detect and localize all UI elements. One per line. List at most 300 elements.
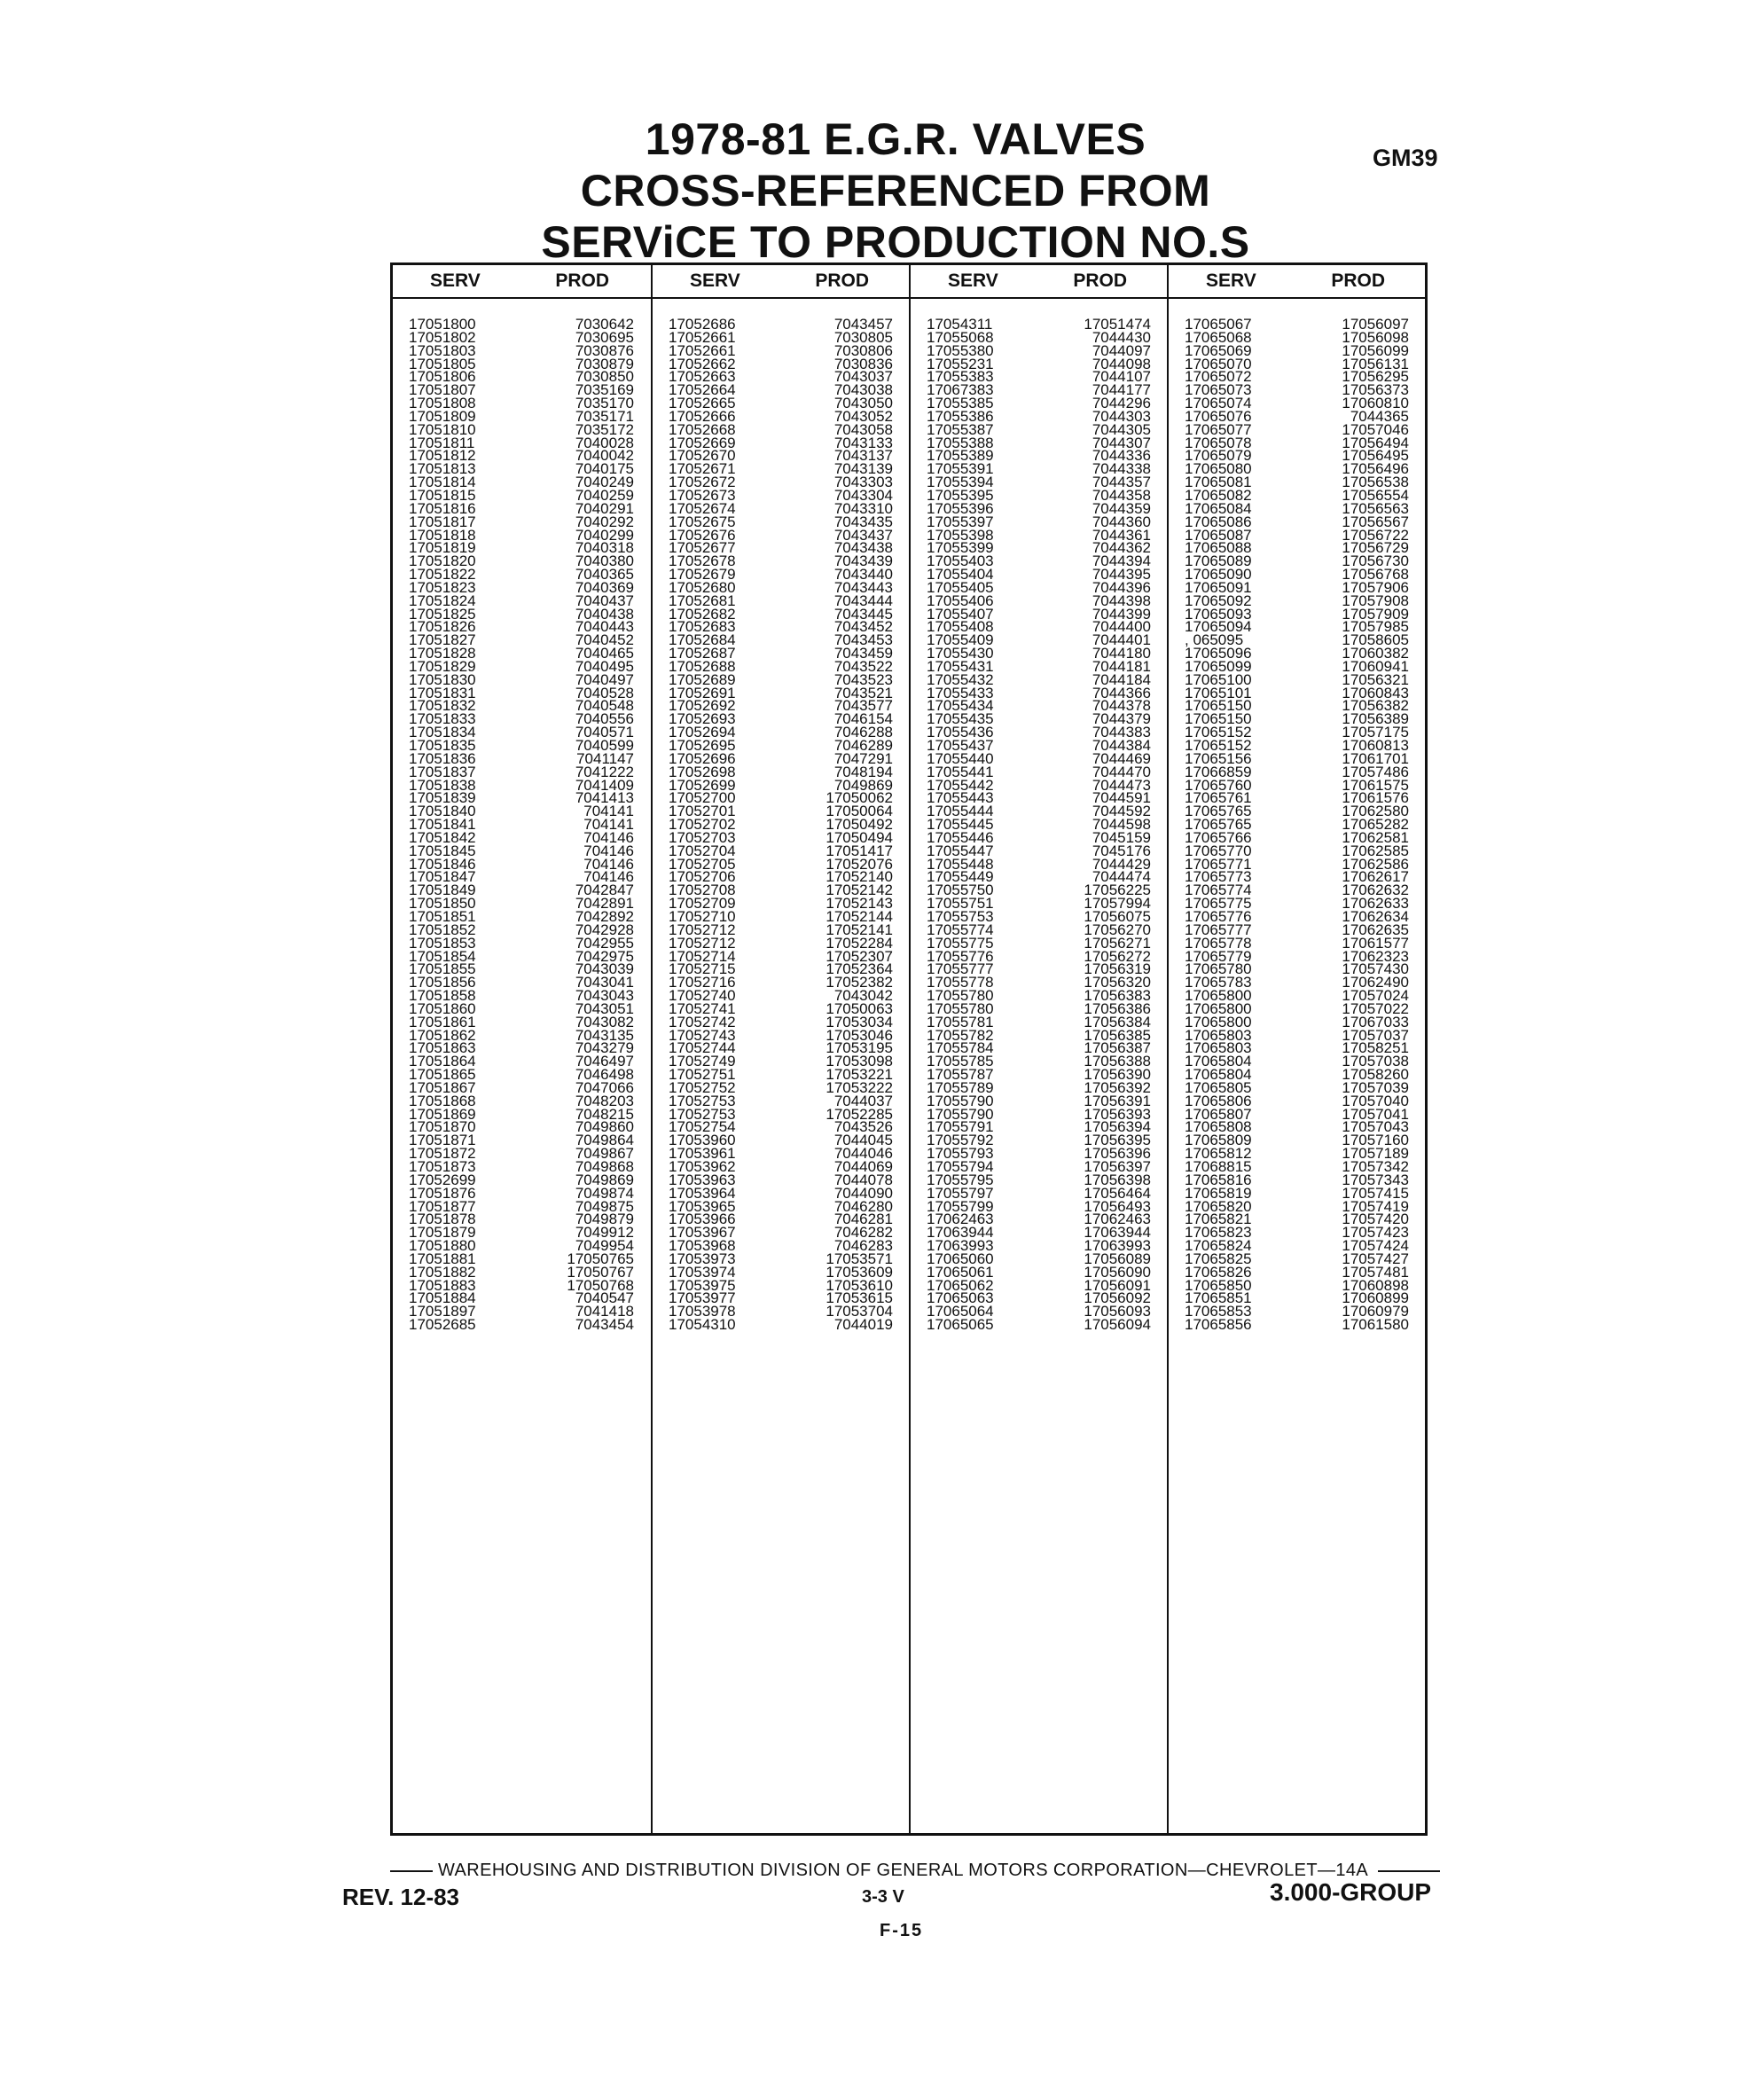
serv-number: 17055387 xyxy=(927,420,994,438)
serv-number: 17052670 xyxy=(669,447,736,465)
prod-header: PROD xyxy=(1073,270,1127,291)
prod-number: 7043137 xyxy=(833,447,893,465)
serv-number: 17065800 xyxy=(1185,987,1252,1005)
prod-number: 17057189 xyxy=(1342,1145,1409,1163)
serv-number: 17051870 xyxy=(409,1118,476,1136)
serv-number: 17052673 xyxy=(669,486,736,504)
prod-number: 17050765 xyxy=(567,1250,634,1267)
serv-number: 17051856 xyxy=(409,974,476,991)
serv-number: 17065099 xyxy=(1185,657,1252,675)
serv-number: 17051817 xyxy=(409,513,476,530)
serv-number: 17052702 xyxy=(669,816,736,834)
serv-number: 17065091 xyxy=(1185,578,1252,596)
prod-number: 7044361 xyxy=(1092,526,1151,544)
group-label: 3.000-GROUP xyxy=(1270,1878,1432,1906)
serv-number: 17051881 xyxy=(409,1250,476,1267)
prod-number: 17056495 xyxy=(1342,447,1409,465)
serv-number: 17055405 xyxy=(927,578,994,596)
serv-number: 17051838 xyxy=(409,776,476,794)
serv-number: 17051880 xyxy=(409,1237,476,1255)
serv-number: 17055389 xyxy=(927,447,994,465)
prod-number: 7043454 xyxy=(575,1316,634,1334)
prod-number: 17056384 xyxy=(1084,1013,1151,1030)
serv-number: 17055383 xyxy=(927,368,994,386)
prod-number: 7040452 xyxy=(575,631,634,649)
serv-number: 17053974 xyxy=(669,1263,736,1281)
serv-number: 17052706 xyxy=(669,868,736,886)
prod-number: 7042955 xyxy=(575,934,634,952)
serv-number: 17055434 xyxy=(927,697,994,715)
prod-number: 17057039 xyxy=(1342,1078,1409,1096)
prod-number: 7042892 xyxy=(575,907,634,925)
serv-number: 17053967 xyxy=(669,1224,736,1242)
prod-number: 7040380 xyxy=(575,552,634,570)
prod-number: 7044097 xyxy=(1092,341,1151,359)
prod-number: 17058605 xyxy=(1342,631,1409,649)
serv-number: 17051806 xyxy=(409,368,476,386)
table-row xyxy=(653,1316,909,1334)
prod-number: 17057985 xyxy=(1342,618,1409,636)
prod-number: 17050064 xyxy=(826,803,893,820)
prod-number: 17060813 xyxy=(1342,737,1409,754)
serv-number: 17055394 xyxy=(927,474,994,491)
serv-number: 17055441 xyxy=(927,763,994,780)
serv-number: 17052677 xyxy=(669,539,736,557)
prod-number: 17056768 xyxy=(1342,566,1409,584)
prod-number: 7043459 xyxy=(833,645,893,662)
prod-number: 17057906 xyxy=(1342,578,1409,596)
prod-number: 17056295 xyxy=(1342,368,1409,386)
serv-number: 17051861 xyxy=(409,1013,476,1030)
serv-number: 17051802 xyxy=(409,328,476,346)
prod-number: 7043039 xyxy=(575,960,634,978)
serv-number: 17055753 xyxy=(927,907,994,925)
serv-number: 17052672 xyxy=(669,474,736,491)
serv-number: 17051862 xyxy=(409,1026,476,1044)
prod-number: 17056131 xyxy=(1342,355,1409,372)
serv-number: 17055435 xyxy=(927,710,994,728)
serv-number: 17051807 xyxy=(409,381,476,399)
prod-number: 7046283 xyxy=(833,1237,893,1255)
serv-number: 17055231 xyxy=(927,355,994,372)
serv-number: 17051853 xyxy=(409,934,476,952)
serv-number: 17065152 xyxy=(1185,737,1252,754)
serv-number: 17053975 xyxy=(669,1276,736,1294)
prod-number: 7040365 xyxy=(575,566,634,584)
prod-number: 17056321 xyxy=(1342,670,1409,688)
prod-number: 17057160 xyxy=(1342,1132,1409,1149)
serv-number: 17065096 xyxy=(1185,645,1252,662)
table-row xyxy=(393,1316,651,1334)
prod-number: 7043058 xyxy=(833,420,893,438)
serv-number: 17065152 xyxy=(1185,724,1252,741)
serv-number: 17065064 xyxy=(927,1303,994,1320)
serv-number: 17051865 xyxy=(409,1066,476,1084)
column-body xyxy=(1169,299,1425,1332)
serv-number: 17055406 xyxy=(927,592,994,609)
prod-number: 17052076 xyxy=(826,855,893,873)
serv-number: 17051840 xyxy=(409,803,476,820)
serv-number: 17065804 xyxy=(1185,1066,1252,1084)
prod-number: 17053609 xyxy=(826,1263,893,1281)
serv-number: 17055407 xyxy=(927,605,994,623)
serv-number: 17052684 xyxy=(669,631,736,649)
prod-header: PROD xyxy=(555,270,609,291)
prod-number: 7040528 xyxy=(575,684,634,701)
prod-number: 17062581 xyxy=(1342,828,1409,846)
serv-number: 17051826 xyxy=(409,618,476,636)
serv-number: 17065776 xyxy=(1185,907,1252,925)
serv-number: 17052693 xyxy=(669,710,736,728)
serv-number: 17065069 xyxy=(1185,341,1252,359)
serv-number: 17055431 xyxy=(927,657,994,675)
serv-number: 17051836 xyxy=(409,749,476,767)
prod-number: 7043453 xyxy=(833,631,893,649)
cross-reference-table xyxy=(390,262,1428,1836)
prod-number: 7030805 xyxy=(833,328,893,346)
prod-number: 17053571 xyxy=(826,1250,893,1267)
prod-number: 17056270 xyxy=(1084,921,1151,938)
serv-number: 17051822 xyxy=(409,566,476,584)
prod-number: 17057038 xyxy=(1342,1053,1409,1070)
prod-number: 7044305 xyxy=(1092,420,1151,438)
prod-number: 7043443 xyxy=(833,578,893,596)
prod-number: 17056388 xyxy=(1084,1053,1151,1070)
prod-number: 17056272 xyxy=(1084,947,1151,965)
prod-number: 7042928 xyxy=(575,921,634,938)
prod-number: 17057424 xyxy=(1342,1237,1409,1255)
prod-number: 17053222 xyxy=(826,1078,893,1096)
prod-number: 17050063 xyxy=(826,999,893,1017)
prod-number: 7048194 xyxy=(833,763,893,780)
serv-number: 17051873 xyxy=(409,1158,476,1175)
prod-number: 17057343 xyxy=(1342,1171,1409,1188)
prod-number: 7044395 xyxy=(1092,566,1151,584)
prod-number: 7030642 xyxy=(575,316,634,333)
serv-number: 17051855 xyxy=(409,960,476,978)
prod-number: 17056729 xyxy=(1342,539,1409,557)
serv-number: 17065780 xyxy=(1185,960,1252,978)
prod-number: 17060898 xyxy=(1342,1276,1409,1294)
serv-number: 17052709 xyxy=(669,895,736,913)
serv-number: 17052698 xyxy=(669,763,736,780)
prod-number: 704146 xyxy=(583,868,634,886)
serv-number: 17051839 xyxy=(409,789,476,807)
prod-number: 7044362 xyxy=(1092,539,1151,557)
serv-number: 17052701 xyxy=(669,803,736,820)
prod-number: 7049869 xyxy=(575,1171,634,1188)
serv-number: 17052676 xyxy=(669,526,736,544)
serv-number: 17065823 xyxy=(1185,1224,1252,1242)
serv-number: 17065063 xyxy=(927,1289,994,1307)
prod-number: 7049879 xyxy=(575,1211,634,1228)
serv-number: 17052696 xyxy=(669,749,736,767)
serv-number: 17053978 xyxy=(669,1303,736,1320)
prod-number: 7043133 xyxy=(833,434,893,451)
serv-number: 17055448 xyxy=(927,855,994,873)
serv-number: 17055443 xyxy=(927,789,994,807)
prod-number: 7045176 xyxy=(1092,842,1151,859)
prod-number: 17060843 xyxy=(1342,684,1409,701)
prod-number: 17056496 xyxy=(1342,460,1409,478)
serv-number: 17065156 xyxy=(1185,749,1252,767)
serv-number: 17065851 xyxy=(1185,1289,1252,1307)
serv-number: 17055444 xyxy=(927,803,994,820)
prod-number: 7048203 xyxy=(575,1092,634,1109)
prod-number: 7043523 xyxy=(833,670,893,688)
prod-number: 7043437 xyxy=(833,526,893,544)
prod-number: 7044357 xyxy=(1092,474,1151,491)
prod-number: 7043042 xyxy=(833,987,893,1005)
serv-number: 17055396 xyxy=(927,499,994,517)
serv-number: 17055442 xyxy=(927,776,994,794)
prod-number: 7044394 xyxy=(1092,552,1151,570)
serv-number: 17054311 xyxy=(927,316,993,333)
prod-number: 7044090 xyxy=(833,1184,893,1202)
prod-number: 17060810 xyxy=(1342,395,1409,412)
prod-number: 17056092 xyxy=(1084,1289,1151,1307)
serv-number: 17051829 xyxy=(409,657,476,675)
prod-number: 7035171 xyxy=(575,407,634,425)
prod-number: 17065282 xyxy=(1342,816,1409,834)
serv-number: 17065082 xyxy=(1185,486,1252,504)
serv-number: 17055068 xyxy=(927,328,994,346)
serv-number: 17051833 xyxy=(409,710,476,728)
prod-number: 7044379 xyxy=(1092,710,1151,728)
serv-number: 17052664 xyxy=(669,381,736,399)
serv-number: 17051850 xyxy=(409,895,476,913)
prod-number: 17057481 xyxy=(1342,1263,1409,1281)
serv-number: 17055403 xyxy=(927,552,994,570)
prod-number: 17056389 xyxy=(1342,710,1409,728)
serv-number: 17051872 xyxy=(409,1145,476,1163)
prod-number: 17058260 xyxy=(1342,1066,1409,1084)
serv-number: 17052686 xyxy=(669,316,736,333)
prod-number: 7040318 xyxy=(575,539,634,557)
serv-number: 17051820 xyxy=(409,552,476,570)
prod-number: 17057430 xyxy=(1342,960,1409,978)
prod-number: 17057486 xyxy=(1342,763,1409,780)
serv-number: 17053962 xyxy=(669,1158,736,1175)
prod-number: 7044069 xyxy=(833,1158,893,1175)
serv-number: 17051800 xyxy=(409,316,476,333)
serv-header: SERV xyxy=(948,270,998,291)
serv-number: 17055750 xyxy=(927,882,994,899)
serv-number: 17055799 xyxy=(927,1197,994,1215)
prod-header: PROD xyxy=(815,270,869,291)
serv-number: 17051835 xyxy=(409,737,476,754)
prod-number: 17052284 xyxy=(826,934,893,952)
prod-number: 17067033 xyxy=(1342,1013,1409,1030)
prod-number: 7044184 xyxy=(1092,670,1151,688)
serv-number: 17052754 xyxy=(669,1118,736,1136)
prod-number: 7040465 xyxy=(575,645,634,662)
serv-number: 17052692 xyxy=(669,697,736,715)
prod-number: 7047291 xyxy=(833,749,893,767)
prod-number: 7030850 xyxy=(575,368,634,386)
serv-number: 17065770 xyxy=(1185,842,1252,859)
prod-number: 17062323 xyxy=(1342,947,1409,965)
prod-number: 7044399 xyxy=(1092,605,1151,623)
title-line-2: CROSS-REFERENCED FROM xyxy=(580,166,1211,215)
serv-number: 17051851 xyxy=(409,907,476,925)
prod-number: 17062463 xyxy=(1084,1211,1151,1228)
footer-rule-left xyxy=(390,1870,433,1872)
serv-number: 17052751 xyxy=(669,1066,736,1084)
serv-number: 17051813 xyxy=(409,460,476,478)
prod-number: 7044470 xyxy=(1092,763,1151,780)
prod-number: 7044307 xyxy=(1092,434,1151,451)
serv-number: 17055782 xyxy=(927,1026,994,1044)
prod-number: 17052307 xyxy=(826,947,893,965)
prod-number: 17056393 xyxy=(1084,1105,1151,1123)
prod-number: 7040548 xyxy=(575,697,634,715)
prod-number: 17057423 xyxy=(1342,1224,1409,1242)
serv-number: 17065150 xyxy=(1185,697,1252,715)
serv-number: 17055780 xyxy=(927,999,994,1017)
serv-number: 17055780 xyxy=(927,987,994,1005)
serv-number: 17051809 xyxy=(409,407,476,425)
prod-number: 17056089 xyxy=(1084,1250,1151,1267)
prod-number: 17056567 xyxy=(1342,513,1409,530)
serv-number: 17052661 xyxy=(669,328,736,346)
prod-number: 7044046 xyxy=(833,1145,893,1163)
serv-number: 17052679 xyxy=(669,566,736,584)
serv-number: 17063944 xyxy=(927,1224,994,1242)
serv-number: 17055408 xyxy=(927,618,994,636)
serv-number: 17055792 xyxy=(927,1132,994,1149)
serv-number: 17051815 xyxy=(409,486,476,504)
prod-number: 17052141 xyxy=(826,921,893,938)
serv-number: 17063993 xyxy=(927,1237,994,1255)
serv-number: 17055794 xyxy=(927,1158,994,1175)
serv-number: 17065080 xyxy=(1185,460,1252,478)
serv-number: 17051878 xyxy=(409,1211,476,1228)
serv-number: 17052669 xyxy=(669,434,736,451)
column-header xyxy=(653,265,909,299)
serv-number: 17065089 xyxy=(1185,552,1252,570)
serv-number: 17051810 xyxy=(409,420,476,438)
prod-number: 7040556 xyxy=(575,710,634,728)
prod-number: 17057994 xyxy=(1084,895,1151,913)
prod-number: 7044473 xyxy=(1092,776,1151,794)
serv-number: 17051852 xyxy=(409,921,476,938)
serv-number: 17065084 xyxy=(1185,499,1252,517)
serv-number: 17052668 xyxy=(669,420,736,438)
prod-number: 7044078 xyxy=(833,1171,893,1188)
prod-number: 7044401 xyxy=(1092,631,1151,649)
prod-number: 7040299 xyxy=(575,526,634,544)
serv-number: 17065072 xyxy=(1185,368,1252,386)
serv-number: 17052699 xyxy=(669,776,736,794)
page-title xyxy=(514,114,1277,268)
prod-number: 7043435 xyxy=(833,513,893,530)
serv-number: 17051854 xyxy=(409,947,476,965)
serv-number: 17052700 xyxy=(669,789,736,807)
prod-number: 17056538 xyxy=(1342,474,1409,491)
serv-number: 17065061 xyxy=(927,1263,994,1281)
prod-number: 7046497 xyxy=(575,1053,634,1070)
serv-number: 17051819 xyxy=(409,539,476,557)
serv-number: 17051803 xyxy=(409,341,476,359)
prod-number: 7044592 xyxy=(1092,803,1151,820)
serv-number: 17052708 xyxy=(669,882,736,899)
prod-number: 7043304 xyxy=(833,486,893,504)
serv-number: 17051818 xyxy=(409,526,476,544)
prod-number: 7043139 xyxy=(833,460,893,478)
serv-number: 17052662 xyxy=(669,355,736,372)
serv-number: 17065826 xyxy=(1185,1263,1252,1281)
serv-number: 17065816 xyxy=(1185,1171,1252,1188)
serv-number: 17055785 xyxy=(927,1053,994,1070)
prod-number: 7045159 xyxy=(1092,828,1151,846)
prod-number: 7044019 xyxy=(833,1316,893,1334)
prod-number: 7035169 xyxy=(575,381,634,399)
serv-number: 17051841 xyxy=(409,816,476,834)
serv-number: 17065761 xyxy=(1185,789,1252,807)
serv-number: 17065773 xyxy=(1185,868,1252,886)
prod-number: 7040438 xyxy=(575,605,634,623)
prod-number: 7040599 xyxy=(575,737,634,754)
serv-number: 17051831 xyxy=(409,684,476,701)
prod-number: 7041413 xyxy=(575,789,634,807)
table-column-4 xyxy=(1167,265,1425,1833)
prod-number: 17060382 xyxy=(1342,645,1409,662)
prod-number: 17062490 xyxy=(1342,974,1409,991)
revision-label: REV. 12-83 xyxy=(342,1884,460,1910)
serv-number: 17051845 xyxy=(409,842,476,859)
serv-number: 17055778 xyxy=(927,974,994,991)
prod-number: 17056494 xyxy=(1342,434,1409,451)
serv-number: 17065076 xyxy=(1185,407,1252,425)
serv-number: 17065778 xyxy=(1185,934,1252,952)
prod-number: 7044177 xyxy=(1092,381,1151,399)
prod-number: 17060899 xyxy=(1342,1289,1409,1307)
prod-number: 17063993 xyxy=(1084,1237,1151,1255)
prod-number: 7042847 xyxy=(575,882,634,899)
prod-number: 17056395 xyxy=(1084,1132,1151,1149)
serv-number: 17051882 xyxy=(409,1263,476,1281)
serv-number: 17051808 xyxy=(409,395,476,412)
serv-number: 17065070 xyxy=(1185,355,1252,372)
serv-number: 17052753 xyxy=(669,1105,736,1123)
column-header xyxy=(393,265,651,299)
prod-number: 7040443 xyxy=(575,618,634,636)
serv-number: 17052705 xyxy=(669,855,736,873)
serv-number: 17065777 xyxy=(1185,921,1252,938)
serv-number: 17065821 xyxy=(1185,1211,1252,1228)
prod-number: 17062634 xyxy=(1342,907,1409,925)
prod-number: 17057043 xyxy=(1342,1118,1409,1136)
prod-number: 17061576 xyxy=(1342,789,1409,807)
document-code: GM39 xyxy=(1373,145,1438,171)
serv-number: 17055775 xyxy=(927,934,994,952)
serv-number: 17052681 xyxy=(669,592,736,609)
serv-number: 17052752 xyxy=(669,1078,736,1096)
prod-number: 17057909 xyxy=(1342,605,1409,623)
prod-number: 17050494 xyxy=(826,828,893,846)
prod-number: 17056319 xyxy=(1084,960,1151,978)
prod-number: 7043279 xyxy=(575,1039,634,1057)
serv-number: 17065804 xyxy=(1185,1053,1252,1070)
prod-number: 7043439 xyxy=(833,552,893,570)
serv-number: 17065088 xyxy=(1185,539,1252,557)
serv-number: 17051834 xyxy=(409,724,476,741)
prod-number: 7044296 xyxy=(1092,395,1151,412)
serv-number: 17065856 xyxy=(1185,1316,1252,1334)
prod-number: 17057420 xyxy=(1342,1211,1409,1228)
prod-number: 17050768 xyxy=(567,1276,634,1294)
